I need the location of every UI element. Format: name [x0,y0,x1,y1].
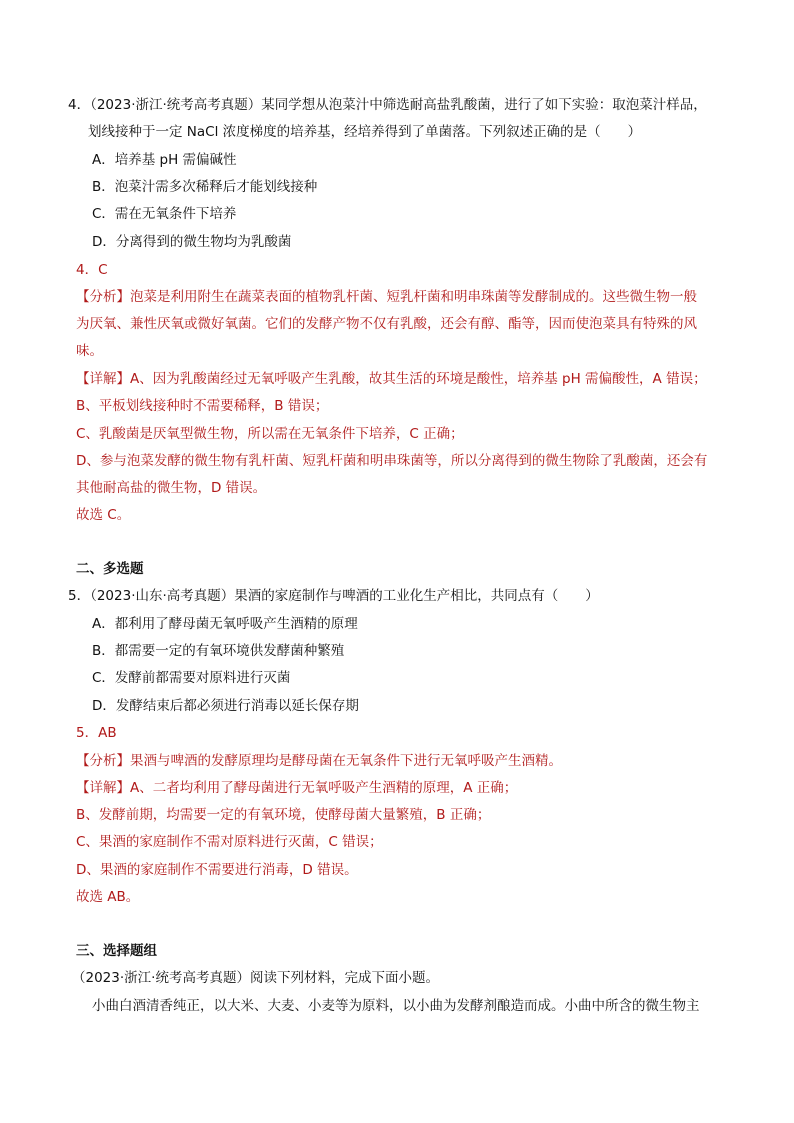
q4-detail-4: D、参与泡菜发酵的微生物有乳杆菌、短乳杆菌和明串珠菌等，所以分离得到的微生物除了乳酸菌，还会有 [76,453,708,469]
q4-detail-1: 【详解】A、因为乳酸菌经过无氧呼吸产生乳酸，故其生活的环境是酸性，培养基 pH 需偏酸性，A 错误； [76,371,707,387]
q5-option-d: D．发酵结束后都必须进行消毒以延长保存期 [92,698,359,714]
q5-stem: 5．（2023·山东·高考真题）果酒的家庭制作与啤酒的工业化生产相比，共同点有（ ） [68,588,599,604]
section-title-multi-choice: 二、多选题 [76,561,144,577]
q4-analysis-line1: 【分析】泡菜是利用附生在蔬菜表面的植物乳杆菌、短乳杆菌和明串珠菌等发酵制成的。这些微生物一般 [76,289,697,305]
q4-option-d: D．分离得到的微生物均为乳酸菌 [92,234,292,250]
group-intro: （2023·浙江·统考高考真题）阅读下列材料，完成下面小题。 [72,970,439,986]
q5-option-a: A．都利用了酵母菌无氧呼吸产生酒精的原理 [92,616,358,632]
q5-answer: 5．AB [76,725,117,741]
q4-detail-3: C、乳酸菌是厌氧型微生物，所以需在无氧条件下培养，C 正确； [76,426,464,442]
q5-detail-1: 【详解】A、二者均利用了酵母菌进行无氧呼吸产生酒精的原理，A 正确； [76,780,518,796]
q5-option-b: B．都需要一定的有氧环境供发酵菌种繁殖 [92,643,345,659]
q4-detail-2: B、平板划线接种时不需要稀释，B 错误； [76,398,329,414]
q4-option-b: B．泡菜汁需多次稀释后才能划线接种 [92,179,318,195]
q4-analysis-line2: 为厌氧、兼性厌氧或微好氧菌。它们的发酵产物不仅有乳酸，还会有醇、酯等，因而使泡菜具有特殊的风 [76,316,697,332]
group-passage-line1: 小曲白酒清香纯正，以大米、大麦、小麦等为原料，以小曲为发酵剂酿造而成。小曲中所含的微生物主 [92,998,700,1014]
q4-option-c: C．需在无氧条件下培养 [92,206,237,222]
q4-analysis-line3: 味。 [76,343,103,359]
q5-detail-2: B、发酵前期，均需要一定的有氧环境，使酵母菌大量繁殖，B 正确； [76,807,491,823]
q5-detail-3: C、果酒的家庭制作不需对原料进行灭菌，C 错误； [76,834,383,850]
q4-detail-5: 其他耐高盐的微生物，D 错误。 [76,480,267,496]
q5-option-c: C．发酵前都需要对原料进行灭菌 [92,670,291,686]
q4-conclusion: 故选 C。 [76,507,131,523]
q5-analysis: 【分析】果酒与啤酒的发酵原理均是酵母菌在无氧条件下进行无氧呼吸产生酒精。 [76,753,562,769]
q4-stem-line1: 4．（2023·浙江·统考高考真题）某同学想从泡菜汁中筛选耐高盐乳酸菌，进行了如下实验：取泡菜汁样品， [68,97,707,113]
q4-option-a: A．培养基 pH 需偏碱性 [92,152,237,168]
q5-detail-4: D、果酒的家庭制作不需要进行消毒，D 错误。 [76,862,358,878]
q4-stem-line2: 划线接种于一定 NaCl 浓度梯度的培养基，经培养得到了单菌落。下列叙述正确的是（ ） [88,124,642,140]
q5-conclusion: 故选 AB。 [76,889,140,905]
section-title-question-group: 三、选择题组 [76,943,157,959]
q4-answer: 4．C [76,262,108,278]
